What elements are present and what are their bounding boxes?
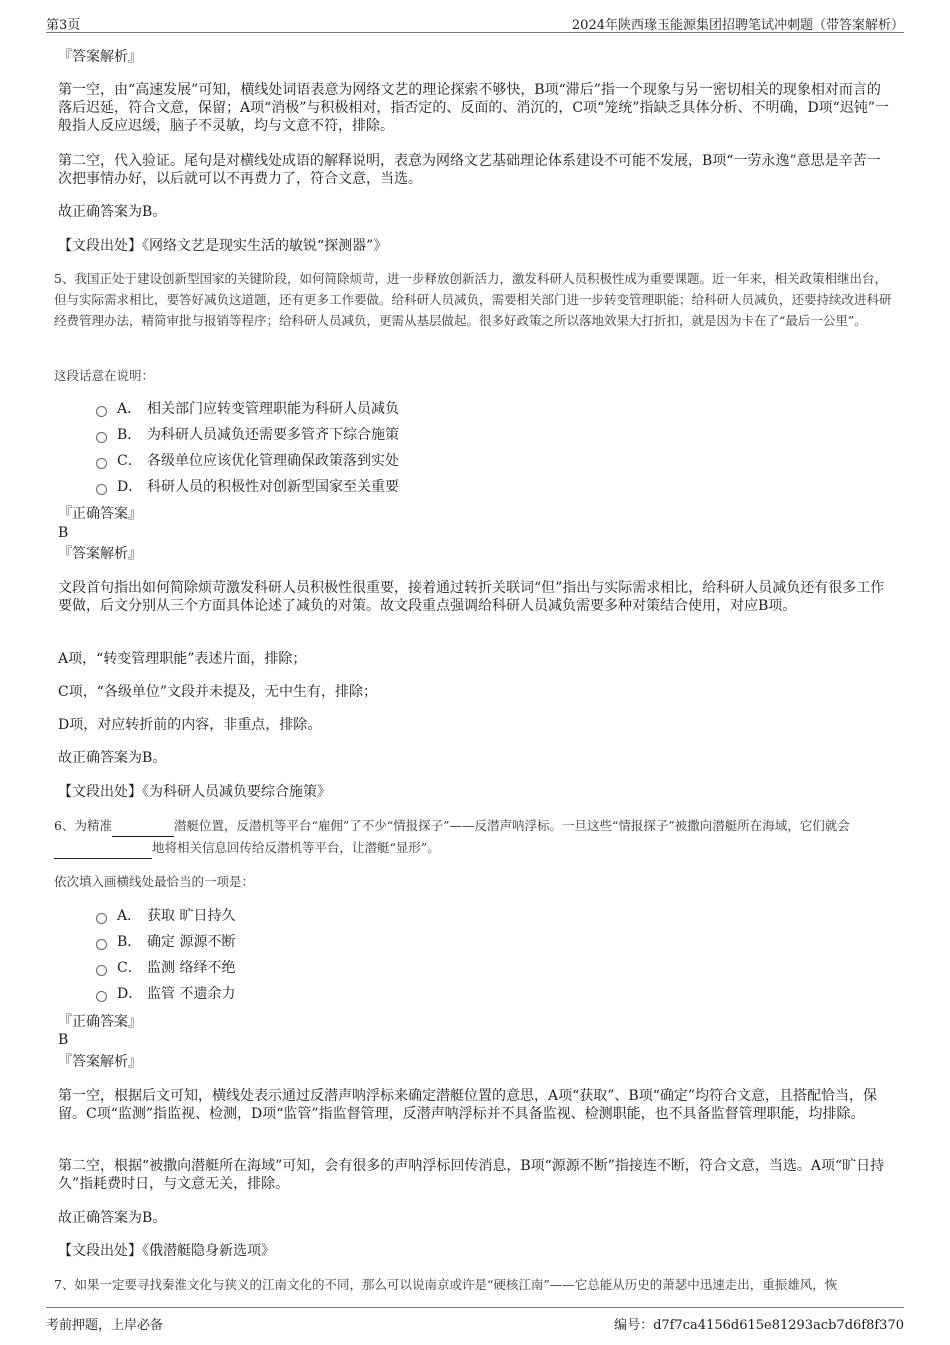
radio-icon[interactable] [96,913,107,924]
q4-explanation-label: 『答案解析』 [58,49,142,65]
q6-option-b[interactable]: B． 确定 源源不断 [96,931,235,951]
q6-answer-label: 『正确答案』 [58,1014,142,1030]
q4-source: 【文段出处】《网络文艺是现实生活的敏锐“探测器”》 [58,238,388,254]
q5-answer-label: 『正确答案』 [58,506,142,522]
q4-conclusion: 故正确答案为B。 [58,204,167,220]
q6-source: 【文段出处】《俄潜艇隐身新选项》 [58,1243,275,1259]
q4-explanation-p1: 第一空，由“高速发展”可知，横线处词语表意为网络文艺的理论探索不够快，B项“滞后”指一个现象与另一密切相关的现象相对而言的落后迟延，符合文意，保留；A项“消极”与积极相对，指否定的、反面的、消沉的，C项“笼统”指缺乏具体分析、不明确，D项“迟钝”一般指人反应迟缓，脑子不灵敏，均与文意不符，排除。 [58,82,889,134]
radio-icon[interactable] [96,484,107,495]
q5-explanation-p1: 文段首句指出如何简除烦苛激发科研人员积极性很重要，接着通过转折关联词“但”指出与实际需求相比，给科研人员减负还有很多工作要做，后文分别从三个方面具体论述了减负的对策。故文段重点强调给科研人员减负需要多种对策结合使用，对应B项。 [58,580,885,614]
document-id: 编号：d7f7ca4156d615e81293acb7d6f8f370 [614,1318,904,1333]
q5-option-a[interactable]: A． 相关部门应转变管理职能为科研人员减负 [96,398,399,418]
q6-prompt: 依次填入画横线处最恰当的一项是： [54,874,255,889]
q6-explanation-p2: 第二空，根据“被撒向潜艇所在海域”可知，会有很多的声呐浮标回传消息，B项“源源不断”指接连不断，符合文意，当选。A项“旷日持久”指耗费时日，与文意无关，排除。 [58,1158,885,1192]
page-footer [46,1307,904,1332]
page-number: 第3页 [46,18,81,33]
q7-stem: 7、如果一定要寻找秦淮文化与狭义的江南文化的不同，那么可以说南京或许是“硬核江南”——它总能从历史的萧瑟中迅速走出，重振雄风，恢 [54,1277,838,1292]
q5-option-b[interactable]: B． 为科研人员减负还需要多管齐下综合施策 [96,424,399,444]
blank-2 [54,837,152,859]
radio-icon[interactable] [96,939,107,950]
q5-explanation-label: 『答案解析』 [58,546,142,562]
footer-slogan: 考前押题，上岸必备 [46,1318,164,1333]
q4-explanation-p2: 第二空，代入验证。尾句是对横线处成语的解释说明，表意为网络文艺基础理论体系建设不可能不发展，B项“一劳永逸”意思是辛苦一次把事情办好，以后就可以不再费力了，符合文意，当选。 [58,153,881,187]
q6-explanation-p1: 第一空，根据后文可知，横线处表示通过反潜声呐浮标来确定潜艇位置的意思，A项“获取”、B项“确定”均符合文意，且搭配恰当，保留。C项“监测”指监视、检测，D项“监管”指监督管理，反潜声呐浮标并不具备监视、检测职能，也不具备监督管理职能，均排除。 [58,1088,878,1122]
q6-option-d[interactable]: D． 监管 不遗余力 [96,983,235,1003]
q5-explanation-p3: C项，“各级单位”文段并未提及，无中生有，排除； [58,684,378,700]
q5-prompt: 这段话意在说明： [54,368,155,383]
q5-answer: B [58,525,69,541]
q5-conclusion: 故正确答案为B。 [58,750,167,766]
radio-icon[interactable] [96,432,107,443]
radio-icon[interactable] [96,965,107,976]
q6-conclusion: 故正确答案为B。 [58,1210,167,1226]
document-title: 2024年陕西瑑玉能源集团招聘笔试冲刺题（带答案解析） [571,18,904,33]
radio-icon[interactable] [96,406,107,417]
q5-source: 【文段出处】《为科研人员减负要综合施策》 [58,784,331,800]
q6-explanation-label: 『答案解析』 [58,1054,142,1070]
radio-icon[interactable] [96,991,107,1002]
q5-stem: 5、我国正处于建设创新型国家的关键阶段，如何简除烦苛，进一步释放创新活力，激发科研人员积极性成为重要课题。近一年来，相关政策相继出台，但与实际需求相比，要答好减负这道题，还有更多工作要做。给科研人员减负，需要相关部门进一步转变管理职能；给科研人员减负，还要持续改进科研经费管理办法，精简审批与报销等程序；给科研人员减负，更需从基层做起。很多好政策之所以落地效果大打折扣，就是因为卡在了“最后一公里”。 [54,271,892,328]
q6-answer: B [58,1032,69,1048]
q6-option-c[interactable]: C． 监测 络绎不绝 [96,957,235,977]
q6-option-a[interactable]: A． 获取 旷日持久 [96,905,235,925]
q5-explanation-p4: D项，对应转折前的内容，非重点，排除。 [58,717,322,733]
q5-option-c[interactable]: C． 各级单位应该优化管理确保政策落到实处 [96,450,399,470]
q5-explanation-p2: A项，“转变管理职能”表述片面，排除； [58,651,307,667]
page-header [46,12,904,33]
q5-option-d[interactable]: D． 科研人员的积极性对创新型国家至关重要 [96,476,399,496]
blank-1 [112,815,174,837]
q6-stem: 6、为精准 潜艇位置，反潜机等平台“雇佣”了不少“情报探子”——反潜声呐浮标。一旦这些“情报探子”被撒向潜艇所在海域，它们就会地将相关信息回传给反潜机等平台，让潜艇“显形”。 [54,815,896,859]
radio-icon[interactable] [96,458,107,469]
